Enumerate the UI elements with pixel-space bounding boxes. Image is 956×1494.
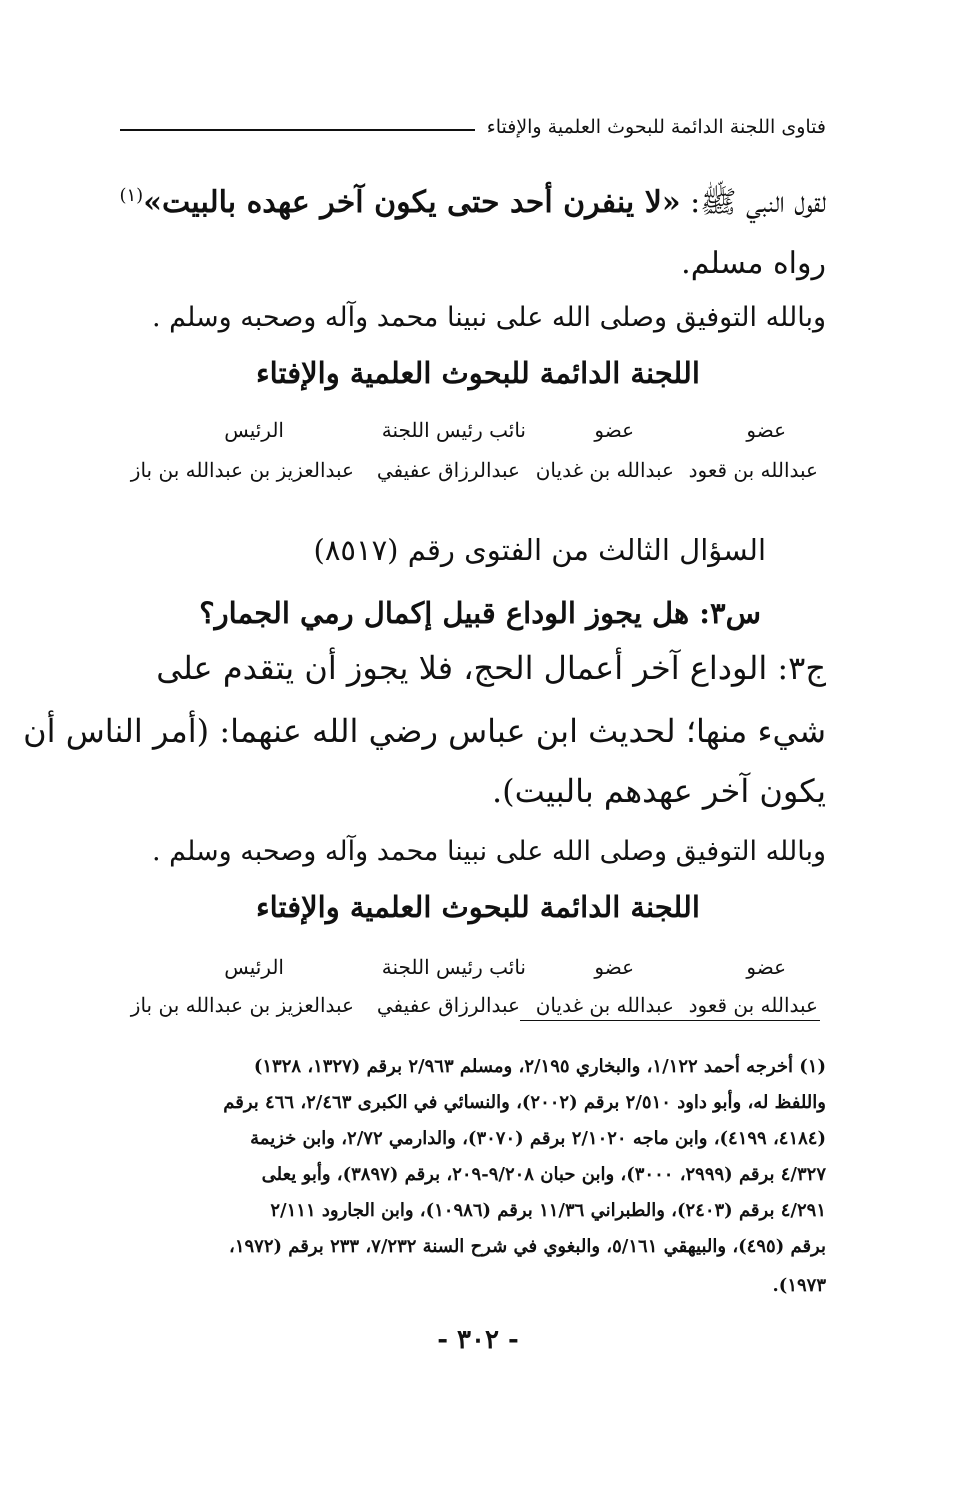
answer-line-3: يكون آخر عهدهم بالبيت). [491, 772, 826, 810]
sig2-name-4: عبدالعزيز بن عبدالله بن باز [130, 993, 354, 1017]
page-number: - ٣٠٢ - [437, 1325, 519, 1355]
sig2-title-member-2: عضو [594, 955, 634, 979]
narrator-line: رواه مسلم. [681, 246, 826, 281]
sig2-title-member-1: عضو [746, 955, 786, 979]
footnote-line: ٤/٣٢٧ برقم (٢٩٩٩، ٣٠٠٠)، وابن حبان ٩/٢٠٨-٢٠٩، برقم (٣٨٩٧)، وأبو يعلى [261, 1164, 826, 1185]
running-header-title: فتاوى اللجنة الدائمة للبحوث العلمية والإفتاء [486, 116, 826, 138]
footnote-separator [520, 1020, 820, 1021]
footnote-line: ١٩٧٣). [772, 1275, 826, 1296]
sig1-name-1: عبدالله بن قعود [688, 458, 818, 482]
answer-line-1: ج٣: الوداع آخر أعمال الحج، فلا يجوز أن يتقدم على [156, 649, 826, 687]
header-rule [120, 129, 475, 131]
sig2-name-2: عبدالله بن غديان [535, 993, 674, 1017]
committee-heading-1: اللجنة الدائمة للبحوث العلمية والإفتاء [256, 356, 700, 390]
sig2-name-3: عبدالرزاق عفيفي [376, 993, 520, 1017]
footnote-line: ٤/٢٩١ برقم (٢٤٠٣)، والطبراني ١١/٣٦ برقم (١٠٩٨٦)، وابن الجارود ٢/١١١ [270, 1200, 826, 1221]
sig1-name-2: عبدالله بن غديان [535, 458, 674, 482]
sig1-title-member-1: عضو [746, 418, 786, 442]
hadith-quote: «لا ينفرن أحد حتى يكون آخر عهده بالبيت» [143, 185, 681, 220]
fatwa-question: س٣: هل يجوز الوداع قبيل إكمال رمي الجمار؟ [199, 596, 761, 630]
sig1-title-chair: الرئيس [224, 418, 284, 442]
footnote-line: واللفظ له، وأبو داود ٢/٥١٠ برقم (٢٠٠٢)، والنسائي في الكبرى ٢/٤٦٣، ٤٦٦ برقم [223, 1092, 826, 1113]
hadith-line [119, 184, 826, 227]
sig1-name-4: عبدالعزيز بن عبدالله بن باز [130, 458, 354, 482]
closing-line-2: وبالله التوفيق وصلى الله على نبينا محمد وآله وصحبه وسلم . [151, 836, 826, 867]
sig2-title-chair: الرئيس [224, 955, 284, 979]
footnote-line: (٤١٨٤، ٤١٩٩)، وابن ماجه ٢/١٠٢٠ برقم (٣٠٧٠)، والدارمي ٢/٧٢، وابن خزيمة [250, 1128, 826, 1149]
committee-heading-2: اللجنة الدائمة للبحوث العلمية والإفتاء [256, 890, 700, 924]
sig2-title-vice-chair: نائب رئيس اللجنة [381, 955, 526, 979]
footnote-line: برقم (٤٩٥)، والبيهقي ٥/١٦١، والبغوي في شرح السنة ٧/٢٣٢، ٢٣٣ برقم (١٩٧٢، [229, 1236, 826, 1257]
answer-line-2: شيء منها؛ لحديث ابن عباس رضي الله عنهما: (أمر الناس أن [23, 712, 826, 750]
sig1-title-member-2: عضو [594, 418, 634, 442]
sig1-title-vice-chair: نائب رئيس اللجنة [381, 418, 526, 442]
footnote-ref: (١) [119, 185, 144, 206]
closing-line-1: وبالله التوفيق وصلى الله على نبينا محمد وآله وصحبه وسلم . [151, 302, 826, 333]
sig2-name-1: عبدالله بن قعود [688, 993, 818, 1017]
sig1-name-3: عبدالرزاق عفيفي [376, 458, 520, 482]
fatwa-intro: السؤال الثالث من الفتوى رقم (٨٥١٧) [313, 533, 766, 567]
hadith-lead: لقول النبي ﷺ: [680, 185, 826, 220]
footnote-line: (١) أخرجه أحمد ١/١٢٢، والبخاري ٢/١٩٥، ومسلم ٢/٩٦٣ برقم (١٣٢٧، ١٣٢٨) [253, 1056, 826, 1077]
